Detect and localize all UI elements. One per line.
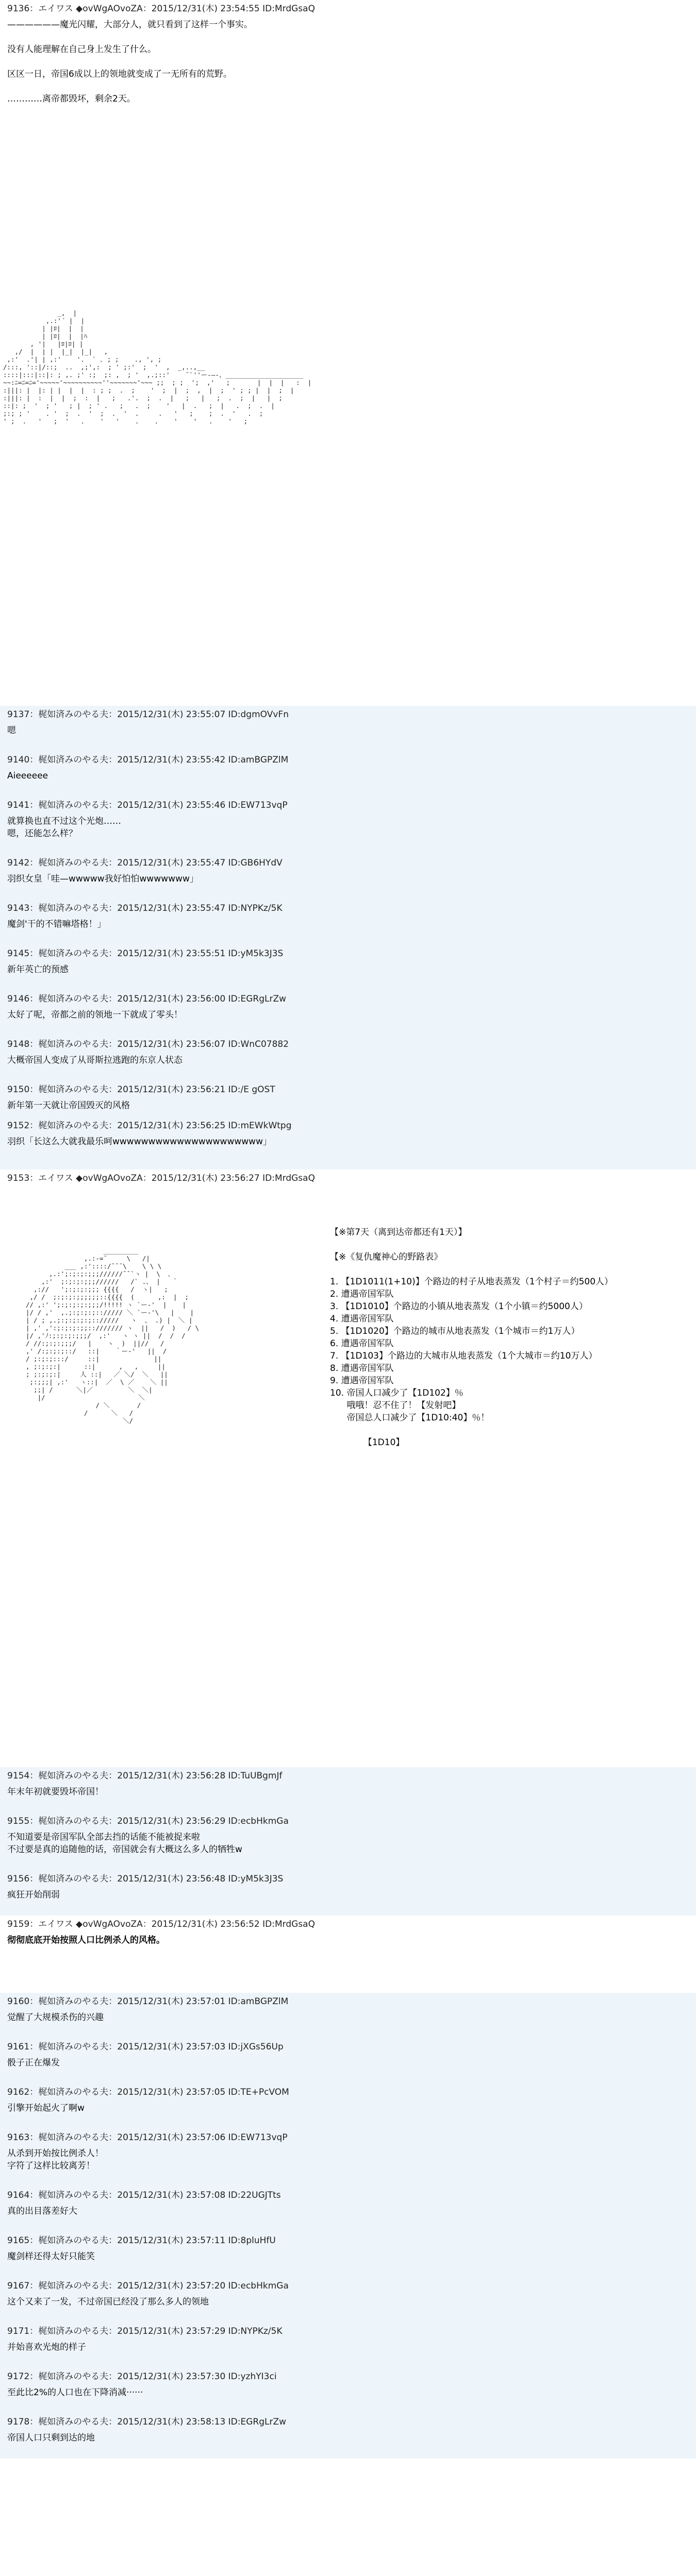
post-body-line: 区区一日，帝国6成以上的领地就变成了一无所有的荒野。 [7,69,232,79]
dice-table-row [330,1263,613,1276]
post-body-line: 觉醒了大规模杀伤的兴趣 [7,2012,104,2023]
dice-table-row: 【※《复仇魔神心的野路表》 [330,1252,443,1262]
post-body-line: 疯狂开始削弱 [7,1890,60,1900]
post [0,1916,696,1993]
post-body-line: 彻彻底底开始按照人口比例杀人的风格。 [7,1935,165,1945]
post-header: 9150：梶如済みのやる夫：2015/12/31(木) 23:56:21 ID:/E gOST [7,1084,275,1095]
post-body-line: 羽织女皇「哇—wwwww我好怕怕wwwwwww」 [7,874,198,884]
post-body-line: 帝国人口只剩到达的地 [7,2433,95,2443]
post-body-line: 不知道要是帝国军队全部去挡的话能不能被捉来啦 [7,1832,200,1842]
dice-table-row: 帝国总人口减少了【1D10:40】％！ [330,1413,490,1423]
post-header: 9171：梶如済みのやる夫：2015/12/31(木) 23:57:29 ID:NYPKz/5K [7,2326,283,2336]
post [0,2129,696,2187]
post-header: 9145：梶如済みのやる夫：2015/12/31(木) 23:55:51 ID:yM5k3J3S [7,948,284,959]
post [0,1812,696,1870]
post [0,1870,696,1916]
post-body-line: 字符了这样比较离芳！ [7,2161,95,2171]
post [0,706,696,751]
post-header: 9159：エイワス ◆ovWgAOvoZA：2015/12/31(木) 23:56:52 ID:MrdGsaQ [7,1919,315,1929]
post [0,1993,696,2038]
post-header: 9137：梶如済みのやる夫：2015/12/31(木) 23:55:07 ID:dgmOVvFn [7,709,289,720]
post-body-line: 嗯，还能怎么样？ [7,828,77,839]
post-header: 9162：梶如済みのやる夫：2015/12/31(木) 23:57:05 ID:TE+PcVOM [7,2087,289,2097]
post-header: 9165：梶如済みのやる夫：2015/12/31(木) 23:57:11 ID:8pluHfU [7,2235,276,2246]
post-body-line: 真的出目落差好大 [7,2206,77,2216]
post-body-line: 嗯 [7,725,16,736]
post [0,1170,696,1767]
post-header: 9161：梶如済みのやる夫：2015/12/31(木) 23:57:03 ID:jXGs56Up [7,2042,284,2052]
post [0,751,696,796]
post [0,1081,696,1117]
dice-table-row: 1. 【1D1011(1+10)】个路边的村子从地表蒸发（1个村子＝约500人） [330,1277,614,1287]
ascii-art: _________ ,.:-=¯ \ /| ___ ,:'::::/¯¯¯\ \ \ \ ,.:';:;:;:;;;//////¯¯`ヽ | \ ､ ,:' ;:;:;:;;;////// /` .、 | ｀ ,:// ';:;:;:;;; {{{{ / ヽ| ; ,/ / ;:;:;:;;;;;;::{{{{ ( ,: | ; // ,:' ';:;:;:;:;;;/!!!!! ヽ `ー‐' | | |/ / ,' ,.;:;:;:;::///// ＼ `ー‐'\ | | | / ; ,.;:;:;:;:;::///// ヽ 、 .) | ＼ | | ,' ,':;:;:;:;;:://///// ヽ || / ) / \ |/ ,'ﾉ:;:;:;:;;;/ ,:' ヽ ヽ || / / / / //:;:;:;;;/ | ヽ ) ||// / ,' /:;:;:;::/ ::| ｀ー‐' || / / ;:;:;:::/ ::| || , ;:;:;:| ::| , , || ; ;:;:;:| 人 ::| ／ ＼/ ＼ || ;:;;;| ,:' ヽ::| ／ \ ／ ＼ || ;;| / ＼|／ ＼ ＼| |/ ＼ / ＼ / / ＼ / ＼/ [26,1247,200,1425]
post-body-line [0,80,696,93]
post-body-line: …………离帝都毁坏，剩余2天。 [7,94,136,104]
dice-table-row: 【1D10】 [330,1437,405,1448]
post [0,2413,696,2459]
post [0,2277,696,2323]
dice-table-row: 7. 【1D103】个路边的大城市从地表蒸发（1个大城市＝约10万人） [330,1351,598,1361]
post-header: 9143：梶如済みのやる夫：2015/12/31(木) 23:55:47 ID:NYPKz/5K [7,903,283,913]
post-header: 9148：梶如済みのやる夫：2015/12/31(木) 23:56:07 ID:WnC07882 [7,1039,289,1049]
post-body-line [0,31,696,43]
post-body-line: 这个又来了一发，不过帝国已经没了那么多人的领地 [7,2297,209,2307]
post [0,1767,696,1812]
post-header: 9155：梶如済みのやる夫：2015/12/31(木) 23:56:29 ID:ecbHkmGa [7,1816,289,1826]
post-body-line: 新年第一天就让帝国毁灭的风格 [7,1100,130,1111]
post-header: 9154：梶如済みのやる夫：2015/12/31(木) 23:56:28 ID:TuUBgmJf [7,1771,283,1781]
post [0,945,696,990]
post-header: 9140：梶如済みのやる夫：2015/12/31(木) 23:55:42 ID:amBGPZlM [7,755,289,765]
post-body-line: Aieeeeee [7,771,48,781]
post-header: 9141：梶如済みのやる夫：2015/12/31(木) 23:55:46 ID:EW713vqP [7,800,288,810]
post-header: 9164：梶如済みのやる夫：2015/12/31(木) 23:57:08 ID:22UGJTts [7,2190,281,2200]
post [0,796,696,854]
post [0,2368,696,2413]
dice-table-row [330,1424,613,1436]
post-body-line: 就算换也直不过这个光炮…… [7,816,121,826]
post-body-line: 羽织「长这么大就我最乐呵wwwwwwwwwwwwwwwwwwwww」 [7,1137,272,1147]
post [0,0,696,706]
post-header: 9153：エイワス ◆ovWgAOvoZA：2015/12/31(木) 23:56:27 ID:MrdGsaQ [7,1173,315,1183]
post-body-line: ——————魔光闪耀，大部分人，就只看到了这样一个事实。 [7,20,253,30]
post-body-line: 大概帝国人变成了从哥斯拉逃跑的东京人状态 [7,1055,183,1065]
post-header: 9172：梶如済みのやる夫：2015/12/31(木) 23:57:30 ID:yzhYI3ci [7,2371,277,2382]
dice-table-row: 6. 遭遇帝国军队 [330,1338,394,1349]
post [0,2232,696,2277]
dice-table-row: 哦哦！忍不住了！【发射吧】 [330,1400,461,1411]
post-body-line: 从杀到开始按比例杀人！ [7,2148,104,2159]
post [0,990,696,1036]
post-body-line: 引擎开始起火了啊w [7,2103,85,2113]
post [0,1117,696,1170]
post [0,1036,696,1081]
post-header: 9156：梶如済みのやる夫：2015/12/31(木) 23:56:48 ID:yM5k3J3S [7,1874,284,1884]
post-body-line: 骰子正在爆发 [7,2058,60,2068]
post-body-line: 没有人能理解在自己身上发生了什么。 [7,44,156,55]
post-body-line: 至此比2%的人口也在下降消减······ [7,2387,143,2398]
dice-table-row: 9. 遭遇帝国军队 [330,1376,394,1386]
dice-table-row: 3. 【1D1010】个路边的小镇从地表蒸发（1个小镇＝约5000人） [330,1301,588,1312]
post-body-line: 魔剑样还得太好只能笑 [7,2251,95,2262]
post [0,2038,696,2083]
dice-table-row: 4. 遭遇帝国军队 [330,1314,394,1324]
post-header: 9160：梶如済みのやる夫：2015/12/31(木) 23:57:01 ID:amBGPZlM [7,1996,289,2007]
post [0,900,696,945]
post-body-line: 魔剑'干的不错嘛塔格！」 [7,919,106,929]
dice-table [330,1226,613,1449]
dice-table-row: 2. 遭遇帝国军队 [330,1289,394,1299]
dice-table-row: 10. 帝国人口减少了【1D102】％ [330,1388,463,1398]
post-body-line: 不过要是真的追随他的话，帝国就会有大概这么多人的牺牲w [7,1844,242,1855]
dice-table-row: 【※第7天（离到达帝都还有1天）】 [330,1227,467,1238]
post-body-line: 新年英亡的预感 [7,964,69,975]
post-header: 9146：梶如済みのやる夫：2015/12/31(木) 23:56:00 ID:EGRgLrZw [7,994,287,1004]
dice-table-row: 8. 遭遇帝国军队 [330,1363,394,1374]
post-header: 9163：梶如済みのやる夫：2015/12/31(木) 23:57:06 ID:EW713vqP [7,2132,288,2143]
post-body-line [0,56,696,68]
post [0,2083,696,2129]
post-body-line: 并始喜欢光炮的样子 [7,2342,86,2352]
post-header: 9167：梶如済みのやる夫：2015/12/31(木) 23:57:20 ID:ecbHkmGa [7,2281,289,2291]
post-body-line: 太好了呢，帝都之前的领地一下就成了零头！ [7,1010,183,1020]
ascii-art: _, | ,.:'´ | | | |ﾛ| | | | |ﾛ| | |ﾊ , '| |ﾛ|ﾛ| | ,/ | | | |_| |_| , ,:' .'| | ,:' '. ` ､ ; ; ., ', ; /:::, '::|/::; .. ,;',: ; ' ;:' ; ' , _,..,__ ::::|:::|::|: ; ,. ;' :; ;: , ; ' ,.;::' ¯`''ー-―-、____________________ ~~:ﾆ=ﾆ=ﾆ='~~~~~'~~~~~~~~~~''~~~~~~~'~~~ ;; ; ; '; ,' ; | | | : | :|||: | |: | | | | : ; ; . ; ' ; | ; , | ; ' ; ; | | ; | :|||: | : | | ; : | ; .'. ; . | ; | ; . ; | | ; ::|: ; ' ; ' ; | ; ' . ; . ; ' | . ; | . ; . | ;:; ; ' . ' ; . ' ; . ' . . ' ; ; . ' . ; ' ; . ' ; ' . ' ' . . ' ' . ' ; [3,309,312,425]
post [0,2323,696,2368]
post-header: 9152：梶如済みのやる夫：2015/12/31(木) 23:56:25 ID:mEWkWtpg [7,1121,292,1131]
post-header: 9178：梶如済みのやる夫：2015/12/31(木) 23:58:13 ID:EGRgLrZw [7,2417,287,2427]
post-body-line: 年末年初就要毁坏帝国！ [7,1787,104,1797]
post-header: 9142：梶如済みのやる夫：2015/12/31(木) 23:55:47 ID:GB6HYdV [7,858,283,868]
post [0,2187,696,2232]
post [0,854,696,900]
dice-table-row [330,1239,613,1251]
post-header: 9136：エイワス ◆ovWgAOvoZA：2015/12/31(木) 23:54:55 ID:MrdGsaQ [7,4,315,14]
dice-table-row: 5. 【1D1020】个路边的城市从地表蒸发（1个城市＝约1万人） [330,1326,580,1336]
